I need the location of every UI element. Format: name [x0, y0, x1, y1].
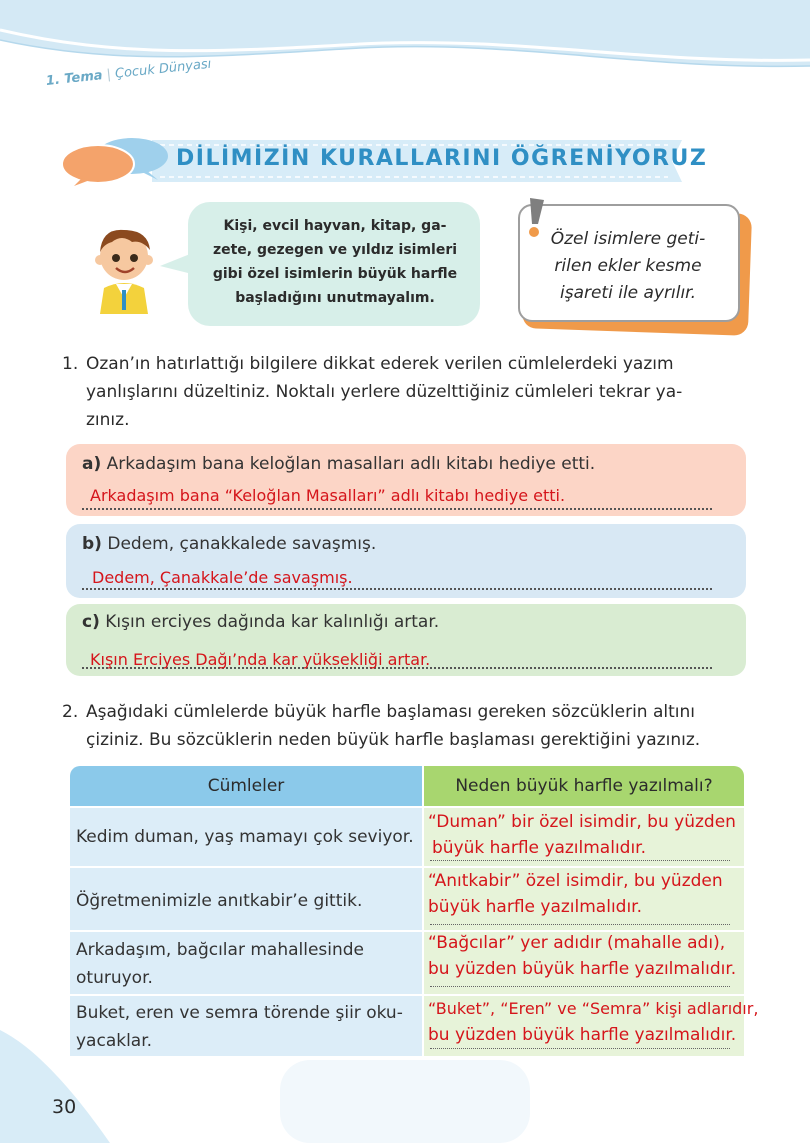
table-sentence: yacaklar. — [76, 1031, 153, 1051]
answer-line-b[interactable] — [82, 588, 712, 590]
exercise-text: Kışın erciyes dağında kar kalınlığı artar. — [105, 612, 440, 632]
table-answer-line: “Anıtkabir” özel isimdir, bu yüzden — [428, 871, 723, 891]
exercise-letter: c) — [82, 612, 100, 632]
exercise-letter: b) — [82, 534, 102, 554]
table-answer-line: büyük harfle yazılmalıdır. — [428, 897, 643, 917]
question-1 — [62, 350, 762, 434]
exercise-b-sentence — [82, 534, 376, 554]
speech-line: zete, gezegen ve yıldız isimleri — [212, 242, 458, 258]
question-number: 1. — [62, 354, 79, 374]
bottom-decoration — [0, 1010, 810, 1143]
answer-line[interactable] — [430, 986, 730, 987]
note-text — [528, 226, 728, 307]
table-answer-line: bu yüzden büyük harfle yazılmalıdır. — [428, 1025, 737, 1045]
table-sentence: oturuyor. — [76, 968, 153, 988]
question-2 — [62, 698, 762, 754]
question-line: Ozan’ın hatırlattığı bilgilere dikkat ederek verilen cümlelerdeki yazım — [86, 354, 674, 374]
exercise-a-sentence — [82, 454, 595, 474]
table-header-reason: Neden büyük harfle yazılmalı? — [424, 766, 744, 806]
speech-line: Kişi, evcil hayvan, kitap, ga- — [223, 218, 447, 234]
speech-bubble-text — [200, 214, 470, 310]
note-line: rilen ekler kesme — [554, 256, 702, 276]
section-title: DİLİMİZİN KURALLARINI ÖĞRENİYORUZ — [176, 146, 708, 171]
table-answer-line: “Duman” bir özel isimdir, bu yüzden — [428, 812, 736, 832]
header-wave — [0, 0, 810, 110]
speech-line: başladığını unutmayalım. — [235, 290, 435, 306]
exercise-text: Dedem, çanakkalede savaşmış. — [107, 534, 377, 554]
theme-name: Çocuk Dünyası — [114, 56, 212, 82]
theme-number: 1. Tema — [45, 68, 104, 89]
table-answer-line: “Buket”, “Eren” ve “Semra” kişi adlarıdır, — [428, 999, 759, 1018]
table-sentence: Kedim duman, yaş mamayı çok seviyor. — [76, 827, 414, 847]
speech-line: gibi özel isimlerin büyük harfle — [212, 266, 458, 282]
answer-b: Dedem, Çanakkale’de savaşmış. — [92, 568, 353, 587]
answer-a: Arkadaşım bana “Keloğlan Masalları” adlı kitabı hediye etti. — [90, 486, 566, 505]
table-answer-line: “Bağcılar” yer adıdır (mahalle adı), — [428, 933, 726, 953]
page-number: 30 — [52, 1096, 77, 1118]
table-answer-line: bu yüzden büyük harfle yazılmalıdır. — [428, 959, 737, 979]
table-header-sentences: Cümleler — [70, 766, 422, 806]
answer-line-a[interactable] — [82, 508, 712, 510]
table-sentence: Öğretmenimizle anıtkabir’e gittik. — [76, 891, 363, 911]
theme-label: 1. Tema | Çocuk Dünyası — [45, 56, 212, 89]
table-sentence: Arkadaşım, bağcılar mahallesinde — [76, 940, 365, 960]
question-line: yanlışlarını düzeltiniz. Noktalı yerlere düzelttiğiniz cümleleri tekrar ya- — [86, 382, 683, 402]
table-sentence: Buket, eren ve semra törende şiir oku- — [76, 1003, 403, 1023]
answer-line[interactable] — [430, 860, 730, 861]
answer-c: Kışın Erciyes Dağı’nda kar yüksekliği artar. — [90, 650, 431, 669]
question-number: 2. — [62, 702, 79, 722]
question-line: çiziniz. Bu sözcüklerin neden büyük harfle başlaması gerektiğini yazınız. — [86, 730, 701, 750]
exercise-c-sentence — [82, 612, 439, 632]
table-answer-line: büyük harfle yazılmalıdır. — [432, 838, 647, 858]
answer-line[interactable] — [430, 924, 730, 925]
exercise-letter: a) — [82, 454, 102, 474]
note-line: işareti ile ayrılır. — [559, 283, 697, 303]
note-line: Özel isimlere geti- — [550, 229, 706, 249]
exercise-text: Arkadaşım bana keloğlan masalları adlı kitabı hediye etti. — [106, 454, 596, 474]
boy-avatar — [88, 218, 160, 314]
question-line: Aşağıdaki cümlelerde büyük harfle başlaması gereken sözcüklerin altını — [86, 702, 696, 722]
question-line: zınız. — [86, 410, 130, 430]
